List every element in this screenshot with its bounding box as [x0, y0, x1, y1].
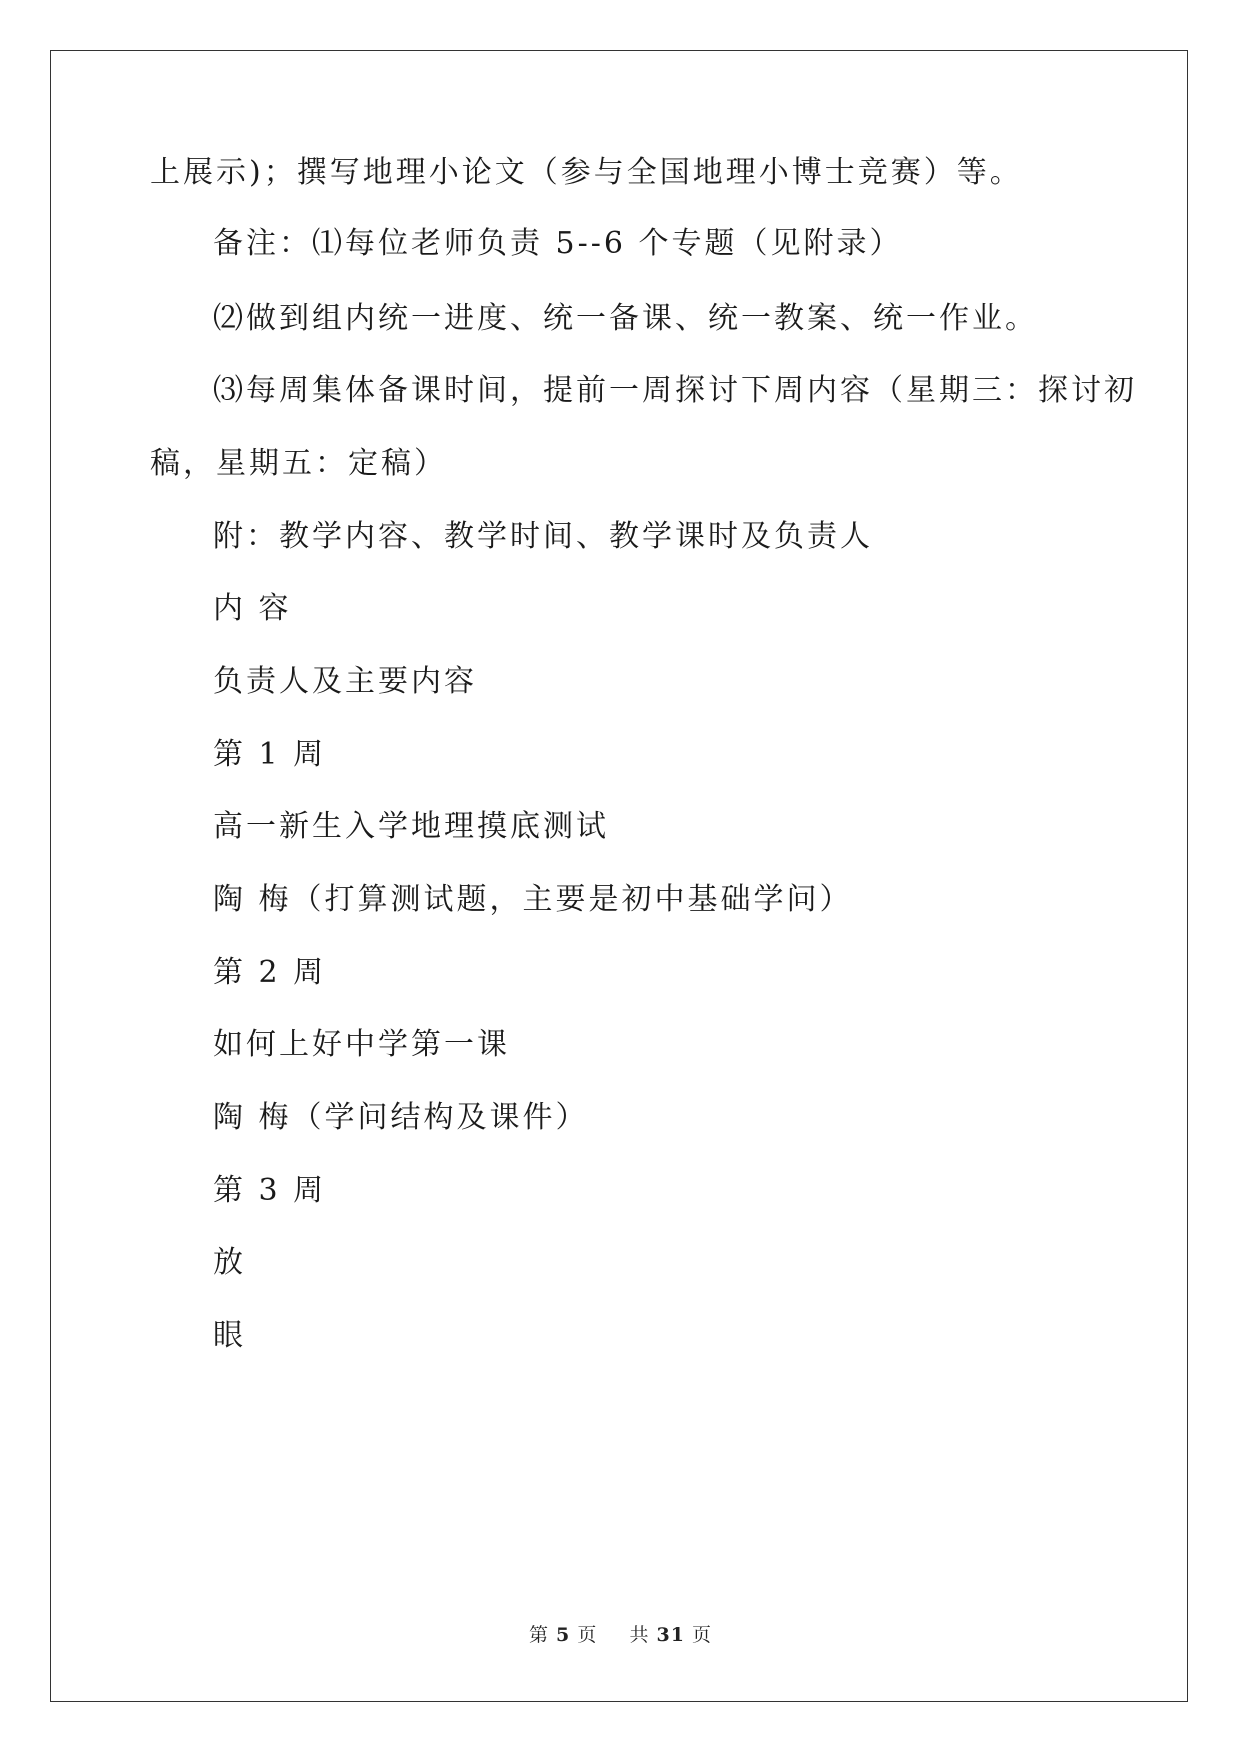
footer-total-suffix: 页 [692, 1624, 713, 1646]
week-owner: 陶 梅（打算测试题，主要是初中基础学问） [213, 882, 853, 917]
note-line: 备注：⑴每位老师负责 5--6 个专题（见附录） [213, 226, 903, 261]
week-label: 第 2 周 [213, 955, 327, 990]
note-line: ⑶每周集体备课时间，提前一周探讨下周内容（星期三：探讨初 [213, 373, 1137, 408]
footer-total-pages: 31 [656, 1624, 685, 1646]
note-line: 稿，星期五：定稿） [150, 446, 447, 481]
footer-page-number: 5 [556, 1624, 571, 1646]
week-label: 第 3 周 [213, 1173, 327, 1208]
week-label: 第 1 周 [213, 737, 327, 772]
footer-page-prefix: 第 [528, 1624, 549, 1646]
week-topic: 眼 [213, 1318, 246, 1353]
table-header: 内 容 [213, 591, 292, 626]
footer-total-prefix: 共 [629, 1624, 650, 1646]
paragraph-line: 上展示)；撰写地理小论文（参与全国地理小博士竞赛）等。 [150, 155, 1023, 190]
week-topic: 放 [213, 1245, 246, 1280]
page-footer [0, 1620, 1241, 1647]
footer-page-suffix: 页 [577, 1624, 598, 1646]
table-header: 负责人及主要内容 [213, 664, 477, 699]
week-owner: 陶 梅（学问结构及课件） [213, 1100, 589, 1135]
week-topic: 如何上好中学第一课 [213, 1027, 510, 1062]
note-line: ⑵做到组内统一进度、统一备课、统一教案、统一作业。 [213, 301, 1038, 336]
week-topic: 高一新生入学地理摸底测试 [213, 809, 609, 844]
page-border [50, 50, 1188, 1702]
appendix-title: 附：教学内容、教学时间、教学课时及负责人 [213, 519, 873, 554]
